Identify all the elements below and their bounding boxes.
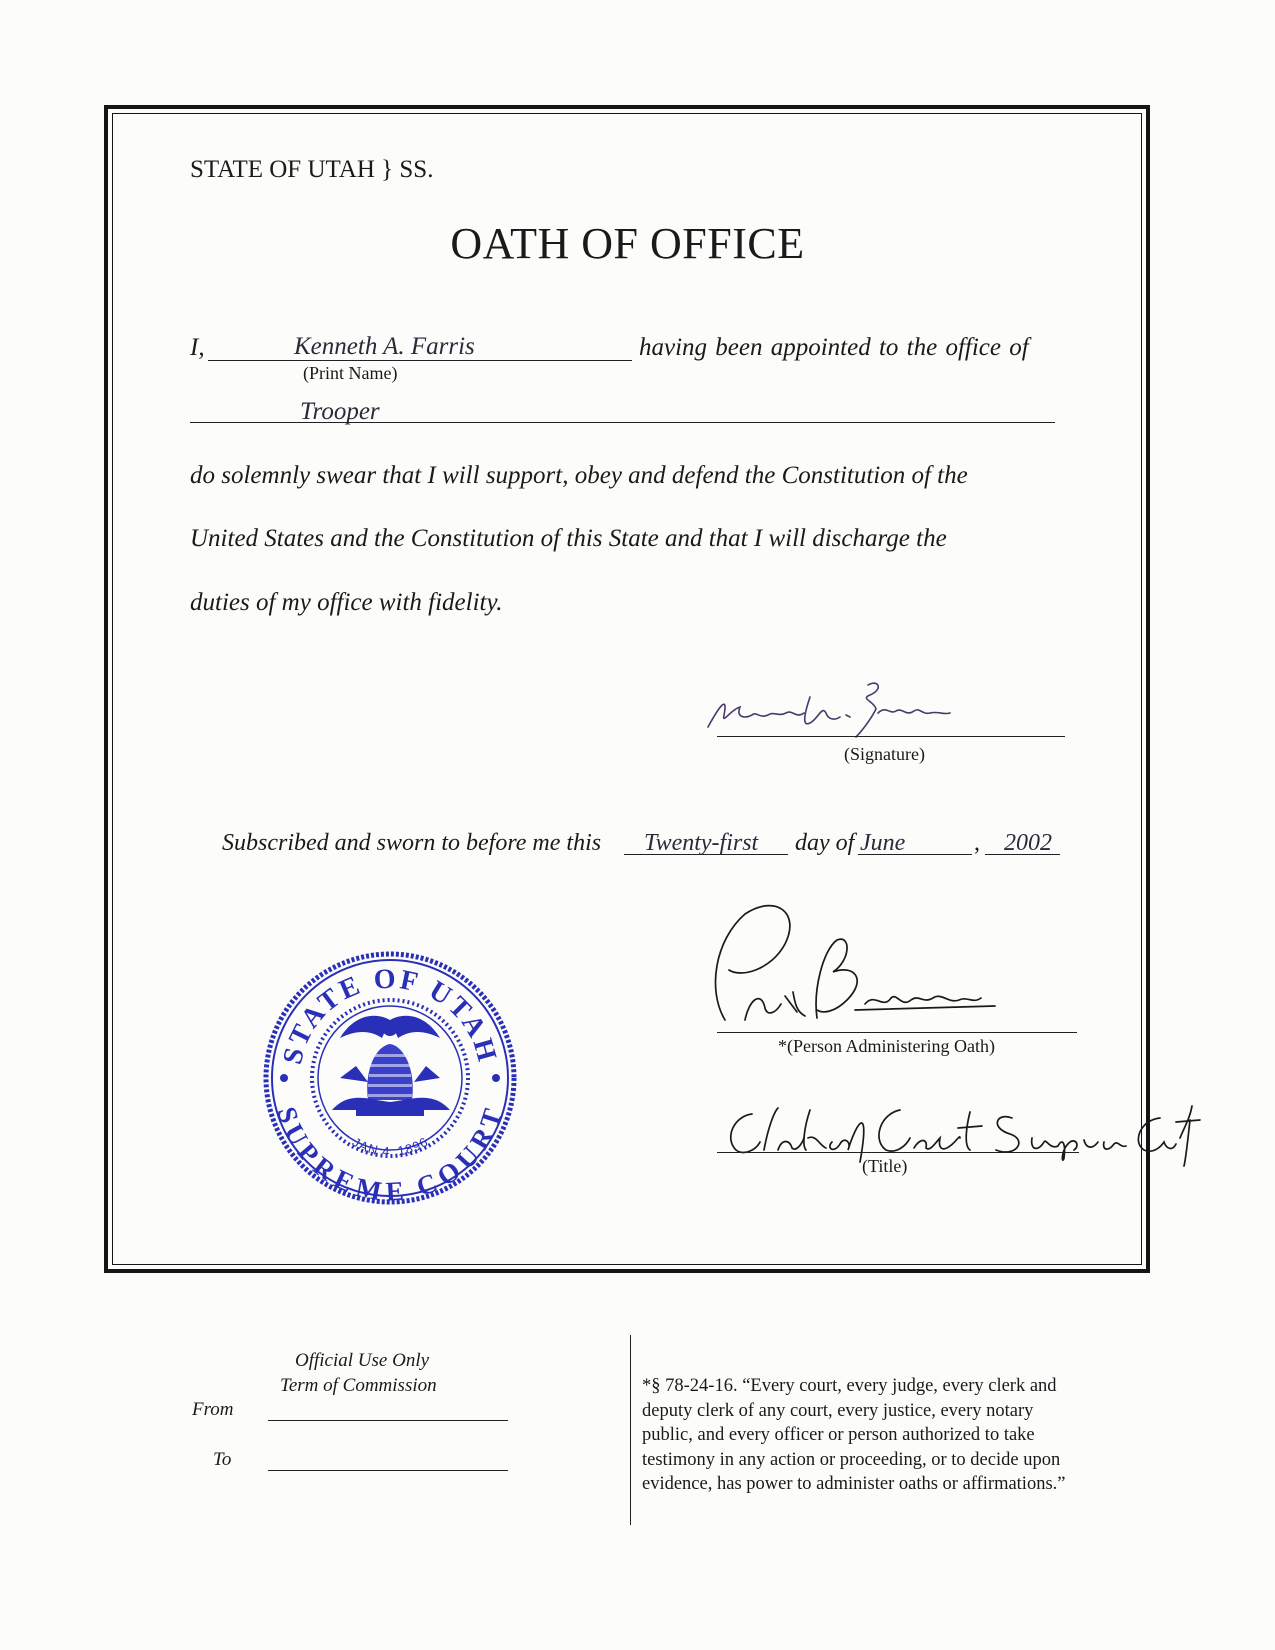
oath-signature-underline — [717, 736, 1065, 737]
term-of-commission-heading: Term of Commission — [280, 1375, 437, 1396]
statute-note — [642, 1374, 1132, 1497]
seal-top-text: STATE OF UTAH — [277, 963, 504, 1068]
intro-prefix: I, — [190, 334, 205, 361]
statute-line-1: *§ 78-24-16. “Every court, every judge, every clerk and — [642, 1376, 1057, 1396]
state-line: STATE OF UTAH } SS. — [190, 156, 434, 183]
to-field[interactable] — [268, 1470, 508, 1471]
seal-bottom-text: SUPREME COURT — [271, 1103, 509, 1207]
from-field[interactable] — [268, 1420, 508, 1421]
office-field[interactable]: Trooper — [300, 398, 380, 425]
statute-line-4: testimony in any action or proceeding, or to decide upon — [642, 1449, 1061, 1470]
statute-line-2: deputy clerk of any court, every justice, every notary — [642, 1400, 1034, 1421]
administering-underline — [717, 1032, 1077, 1033]
title-underline — [717, 1152, 1079, 1153]
oath-body-line-1: do solemnly swear that I will support, obey and defend the Constitution of the — [190, 462, 968, 489]
name-field[interactable]: Kenneth A. Farris — [294, 333, 475, 360]
administering-caption: *(Person Administering Oath) — [778, 1036, 995, 1056]
from-label: From — [192, 1399, 234, 1420]
day-field[interactable]: Twenty-first — [644, 830, 759, 856]
appointed-text: having been appointed to the office of — [639, 334, 1029, 361]
sworn-prefix: Subscribed and sworn to before me this — [222, 830, 602, 856]
seal-date-text: JAN 4, 1896 — [349, 1134, 431, 1160]
page-title: OATH OF OFFICE — [450, 219, 805, 268]
year-field[interactable]: 2002 — [1004, 830, 1052, 856]
svg-text:JAN 4, 1896 — [350, 1134, 430, 1159]
day-of-text: day of — [795, 830, 855, 856]
supreme-court-seal — [260, 950, 520, 1205]
oath-body-line-2: United States and the Constitution of this State and that I will discharge the — [190, 525, 947, 552]
footer-divider — [630, 1335, 631, 1525]
oath-signature-image — [700, 675, 980, 740]
date-comma: , — [974, 830, 980, 856]
oath-body-line-3: duties of my office with fidelity. — [190, 589, 503, 616]
administering-signature-image — [705, 900, 1035, 1030]
official-use-heading: Official Use Only — [295, 1350, 430, 1371]
title-caption: (Title) — [862, 1156, 908, 1176]
office-underline — [190, 422, 1055, 423]
title-handwriting-image — [720, 1098, 1200, 1168]
name-caption: (Print Name) — [303, 363, 398, 383]
month-field[interactable]: June — [860, 830, 906, 856]
signature-caption: (Signature) — [844, 744, 925, 764]
to-label: To — [213, 1449, 232, 1470]
statute-line-5: evidence, has power to administer oaths or affirmations.” — [642, 1474, 1066, 1494]
statute-line-3: public, and every officer or person authorized to take — [642, 1425, 1035, 1445]
